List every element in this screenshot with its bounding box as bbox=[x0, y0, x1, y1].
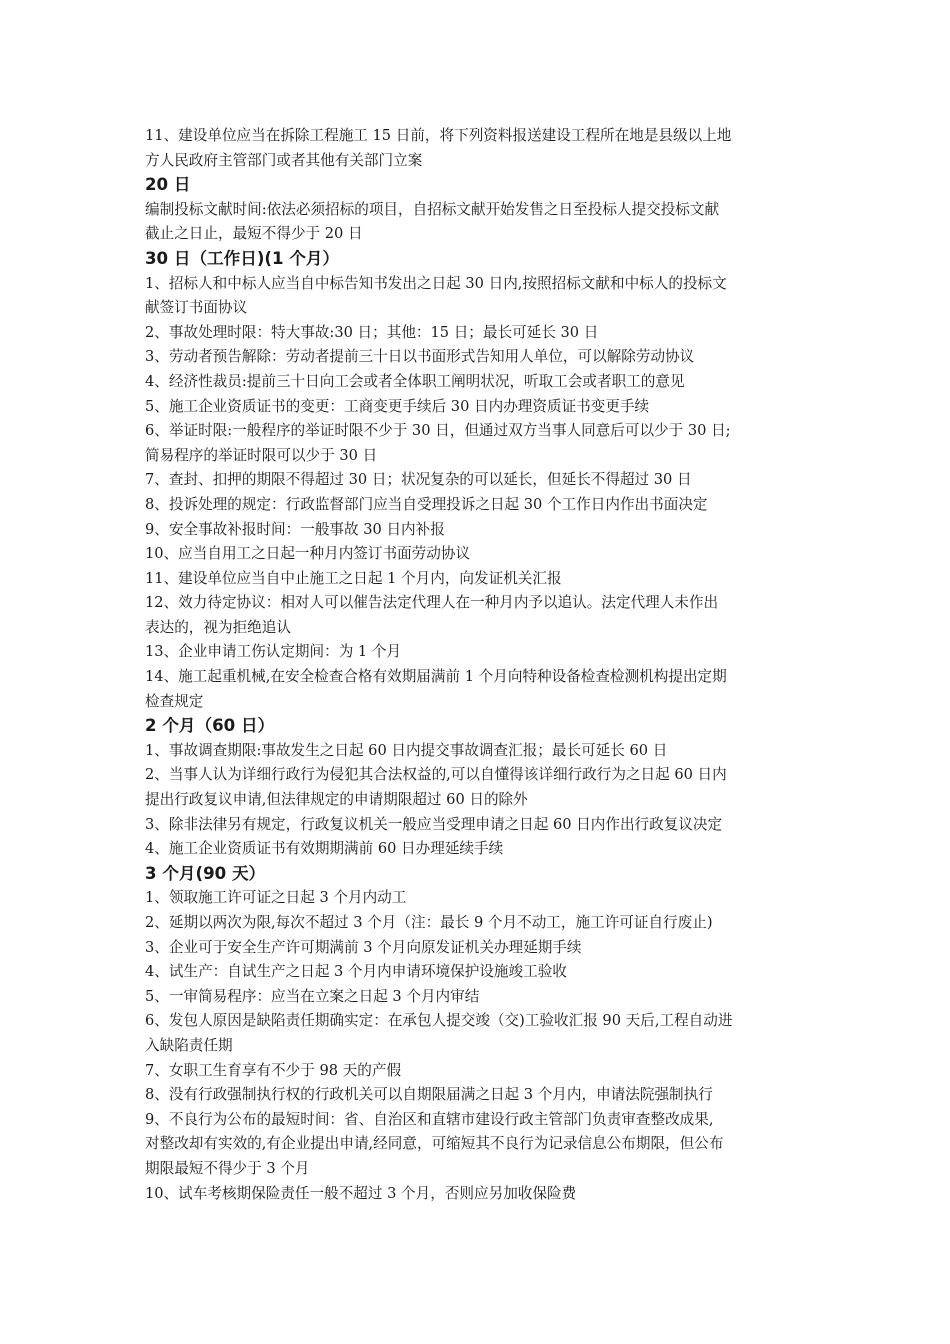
list-item bbox=[145, 567, 810, 592]
list-item bbox=[145, 1182, 810, 1207]
text-line: 5、施工企业资质证书的变更：工商变更手续后 30 日内办理资质证书变更手续 bbox=[145, 397, 650, 415]
list-item bbox=[145, 124, 810, 173]
text-line: 入缺陷责任期 bbox=[145, 1036, 233, 1054]
text-line: 7、查封、扣押的期限不得超过 30 日；状况复杂的可以延长，但延长不得超过 30 日 bbox=[145, 471, 692, 489]
text-line: 11、建设单位应当自中止施工之日起 1 个月内，向发证机关汇报 bbox=[145, 569, 562, 587]
text-line: 简易程序的举证时限可以少于 30 日 bbox=[145, 446, 378, 464]
list-item bbox=[145, 272, 810, 321]
document-body bbox=[145, 124, 810, 1206]
text-line: 对整改却有实效的,有企业提出申请,经同意，可缩短其不良行为记录信息公布期限，但公布 bbox=[145, 1135, 724, 1153]
section-heading: 30 日（工作日)(1 个月） bbox=[145, 248, 340, 268]
list-item bbox=[145, 395, 810, 420]
text-line: 期限最短不得少于 3 个月 bbox=[145, 1159, 310, 1177]
text-line: 10、应当自用工之日起一种月内签订书面劳动协议 bbox=[145, 545, 471, 563]
text-line: 7、女职工生育享有不少于 98 天的产假 bbox=[145, 1061, 402, 1079]
text-line: 12、效力待定协议：相对人可以催告法定代理人在一种月内予以追认。法定代理人未作出 bbox=[145, 594, 719, 612]
section-heading: 3 个月(90 天） bbox=[145, 863, 266, 883]
list-item bbox=[145, 468, 810, 493]
text-line: 4、施工企业资质证书有效期期满前 60 日办理延续手续 bbox=[145, 840, 504, 858]
text-line: 2、当事人认为详细行政行为侵犯其合法权益的,可以自懂得该详细行政行为之日起 60 日内 bbox=[145, 766, 727, 784]
text-line: 10、试车考核期保险责任一般不超过 3 个月，否则应另加收保险费 bbox=[145, 1184, 577, 1202]
list-item bbox=[145, 321, 810, 346]
section-heading: 20 日 bbox=[145, 175, 191, 195]
text-line: 1、招标人和中标人应当自中标告知书发出之日起 30 日内,按照招标文献和中标人的投标文 bbox=[145, 274, 727, 292]
list-item bbox=[145, 518, 810, 543]
list-item bbox=[145, 1108, 810, 1182]
list-item bbox=[145, 542, 810, 567]
text-line: 14、施工起重机械,在安全检查合格有效期届满前 1 个月向特种设备检查检测机构提出定期 bbox=[145, 668, 727, 686]
text-line: 2、事故处理时限：特大事故:30 日；其他：15 日；最长可延长 30 日 bbox=[145, 323, 599, 341]
section-heading: 2 个月（60 日） bbox=[145, 716, 275, 736]
text-line: 1、领取施工许可证之日起 3 个月内动工 bbox=[145, 889, 407, 907]
text-line: 1、事故调查期限:事故发生之日起 60 日内提交事故调查汇报；最长可延长 60 日 bbox=[145, 741, 668, 759]
list-item bbox=[145, 591, 810, 640]
text-line: 8、没有行政强制执行权的行政机关可以自期限届满之日起 3 个月内，申请法院强制执行 bbox=[145, 1086, 713, 1104]
list-item bbox=[145, 640, 810, 665]
list-item bbox=[145, 493, 810, 518]
list-item bbox=[145, 911, 810, 936]
list-item bbox=[145, 936, 810, 961]
list-item bbox=[145, 370, 810, 395]
list-item bbox=[145, 837, 810, 862]
text-line: 3、企业可于安全生产许可期满前 3 个月向原发证机关办理延期手续 bbox=[145, 938, 582, 956]
text-line: 11、建设单位应当在拆除工程施工 15 日前，将下列资料报送建设工程所在地是县级以上地 bbox=[145, 127, 732, 144]
text-line: 4、试生产：自试生产之日起 3 个月内申请环境保护设施竣工验收 bbox=[145, 963, 567, 981]
list-item bbox=[145, 739, 810, 764]
list-item bbox=[145, 1059, 810, 1084]
list-item bbox=[145, 345, 810, 370]
text-line: 3、除非法律另有规定，行政复议机关一般应当受理申请之日起 60 日内作出行政复议决定 bbox=[145, 815, 723, 833]
text-line: 2、延期以两次为限,每次不超过 3 个月（注：最长 9 个月不动工，施工许可证自行废止) bbox=[145, 914, 713, 931]
text-line: 提出行政复议申请,但法律规定的申请期限超过 60 日的除外 bbox=[145, 791, 528, 809]
list-item bbox=[145, 960, 810, 985]
text-line: 13、企业申请工伤认定期间：为 1 个月 bbox=[145, 643, 402, 661]
text-line: 献签订书面协议 bbox=[145, 299, 248, 317]
text-line: 6、举证时限:一般程序的举证时限不少于 30 日，但通过双方当事人同意后可以少于 30 日; bbox=[145, 422, 731, 440]
text-line: 截止之日止，最短不得少于 20 日 bbox=[145, 225, 363, 243]
list-item bbox=[145, 419, 810, 468]
text-line: 4、经济性裁员:提前三十日向工会或者全体职工阐明状况，听取工会或者职工的意见 bbox=[145, 372, 685, 390]
list-item bbox=[145, 1083, 810, 1108]
text-line: 编制投标文献时间:依法必须招标的项目，自招标文献开始发售之日至投标人提交投标文献 bbox=[145, 200, 720, 218]
text-line: 检查规定 bbox=[145, 692, 204, 710]
list-item bbox=[145, 813, 810, 838]
list-item bbox=[145, 985, 810, 1010]
text-line: 方人民政府主管部门或者其他有关部门立案 bbox=[145, 151, 423, 169]
text-line: 6、发包人原因是缺陷责任期确实定：在承包人提交竣（交)工验收汇报 90 天后,工程自动进 bbox=[145, 1012, 733, 1030]
text-line: 9、安全事故补报时间：一般事故 30 日内补报 bbox=[145, 520, 445, 538]
list-item bbox=[145, 198, 810, 247]
list-item bbox=[145, 763, 810, 812]
text-line: 5、一审简易程序：应当在立案之日起 3 个月内审结 bbox=[145, 987, 480, 1005]
list-item bbox=[145, 665, 810, 714]
text-line: 3、劳动者预告解除：劳动者提前三十日以书面形式告知用人单位，可以解除劳动协议 bbox=[145, 348, 695, 366]
text-line: 8、投诉处理的规定：行政监督部门应当自受理投诉之日起 30 个工作日内作出书面决定 bbox=[145, 495, 708, 513]
list-item bbox=[145, 1009, 810, 1058]
list-item bbox=[145, 886, 810, 911]
text-line: 9、不良行为公布的最短时间：省、自治区和直辖市建设行政主管部门负责审查整改成果, bbox=[145, 1110, 714, 1128]
text-line: 表达的，视为拒绝追认 bbox=[145, 618, 291, 636]
